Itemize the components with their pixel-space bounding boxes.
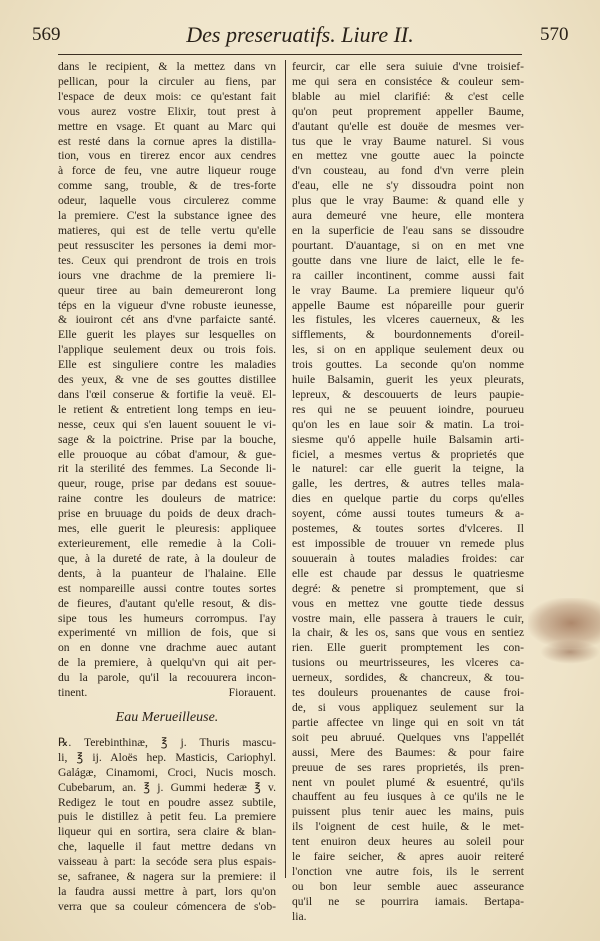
text-line: queur tiree au bain demeureront long [58, 283, 276, 297]
text-line: blable au miel clarifié: & c'est celle [292, 89, 524, 103]
text-line: de fieures, d'autant qu'elle resout, & dis- [58, 596, 276, 610]
paper-stain-small [540, 640, 600, 664]
page-number-left: 569 [32, 24, 61, 45]
text-line: postemes, & toutes sortes d'vlceres. Il [292, 522, 524, 536]
text-line: téps en la vigueur d'vne robuste ieunesse, [58, 298, 276, 312]
text-line: d'eau, elle ne s'y dissoudra point non [292, 179, 524, 193]
text-line: matieres, qui est de telle vertu qu'elle [58, 223, 276, 237]
text-line: experimenté vn million de fois, que si [58, 626, 276, 640]
text-line: la faudra aussi mettre à part, lors qu'on [58, 884, 276, 898]
text-line: res qui ne se peuuent ioindre, pourueu [292, 402, 524, 416]
text-line: le vray Baume. La premiere liqueur qu'ó [292, 283, 524, 297]
text-line: est impossible de trouuer vn remede plus [292, 537, 524, 550]
text-line: aussi, Mere des Baumes: & pour faire [292, 745, 524, 759]
text-line: Redigez le tout en poudre assez subtile, [58, 795, 276, 809]
text-line: en la superficie de l'eau sans se dissoudre [292, 223, 524, 237]
text-line: prise en bruuage du poids de deux drach- [58, 507, 276, 521]
text-line: comme sang, trouble, & de tres-forte [58, 179, 276, 193]
text-line: dents, à la puanteur de l'halaine. Elle [58, 566, 276, 580]
text-line: dans le recipient, & la mettez dans vn [58, 60, 276, 73]
text-line: elle prouoque au cóbat d'amour, & gue- [58, 447, 276, 461]
text-line: ra cailler incontinent, comme aussi fait [292, 268, 524, 282]
text-line: ils l'oignent de cest huile, & le met- [292, 820, 524, 834]
text-line: d'autant qu'elle est douëe de mesmes ver- [292, 119, 524, 133]
text-line: pellican, pour la circuler au fiens, par [58, 74, 276, 88]
text-line: pourtant. D'auantage, si on en met vne [292, 238, 524, 252]
text-line: dies en quelque partie du corps qu'elles [292, 492, 524, 506]
text-line: chauffent au feu iusques à ce qu'ils ne le [292, 790, 524, 804]
text-line: sifflements, & bourdonnements d'oreil- [292, 328, 524, 342]
text-line: à force de feu, vne autre liqueur rouge [58, 164, 276, 178]
text-line: le retient & entretient long temps en ieu- [58, 402, 276, 416]
text-line: est resté dans la cornue apres la distilla- [58, 134, 276, 148]
text-line: vaisseau à part: la secóde sera plus espais- [58, 855, 276, 869]
left-column [58, 60, 276, 915]
text-line: souuerain à toutes maladies froides: car [292, 551, 524, 565]
text-line: Elle guerit les playes sur lesquelles on [58, 328, 276, 342]
text-line: mes, elle guerit le pleuresis: appliquee [58, 522, 276, 536]
text-line: les, si on en applique seulement deux ou [292, 343, 524, 357]
text-line: de la premiere, à quelqu'vn qui ait per- [58, 656, 276, 670]
text-line: li, ℥ ij. Aloës hep. Masticis, Cariophyl. [58, 750, 276, 764]
text-line: de, si vous appliquez seulement sur la [292, 700, 524, 714]
text-line: ou bon leur semble auec asseurance [292, 879, 524, 893]
text-line: tes douleurs prouenantes de cause froi- [292, 686, 524, 700]
text-line: la chair, & les os, sans que vous en sentiez [292, 626, 524, 640]
text-line: les fistules, les vlceres cauerneux, & les [292, 313, 524, 327]
text-line: lia. [292, 909, 307, 923]
text-line: Elle est singuliere contre les maladies [58, 358, 276, 372]
text-line: est nompareille aussi contre toutes sortes [58, 581, 276, 595]
text-line: sage & la poictrine. Prise par la bouche, [58, 432, 276, 446]
text-line: du la parole, qu'il la recouurera incon- [58, 671, 276, 685]
text-line: dans l'œil conserue & fortifie la veuë. El- [58, 387, 276, 401]
text-line: iours vne drachme de la premiere li- [58, 268, 276, 282]
text-line: Galágæ, Cinamomi, Croci, Nucis mosch. [58, 765, 276, 779]
text-line: lepreux, & descouuerts de leurs paupie- [292, 387, 524, 401]
text-line: soit peu abruué. Quelques vns l'appellét [292, 730, 524, 744]
text-line: tent enuiron deux heures au soleil pour [292, 835, 524, 849]
right-column-text [292, 60, 524, 925]
section-heading: Eau Merueilleuse. [115, 709, 219, 725]
text-line: tinent. Fiorauent. [58, 686, 276, 700]
text-line: rit la sterilité des femmes. La Seconde li- [58, 462, 276, 476]
text-line: ficiel, a mesmes vertus & proprietés que [292, 447, 524, 461]
text-line: che, laquelle il faut mettre dedans vn [58, 840, 276, 854]
text-line: puissent plus tenir auec les mains, puis [292, 805, 524, 819]
text-line: trois gouttes. La seconde qu'on nomme [292, 358, 524, 372]
text-line: rien. Elle guerit promptement les con- [292, 641, 524, 655]
text-line: verra que sa couleur cómencera de s'ob- [58, 899, 276, 913]
page-header [0, 22, 600, 52]
text-line: siesme qu'ó appelle huile Balsamin arti- [292, 432, 524, 446]
text-line: d'vn cousteau, au fond d'vn verre plein [292, 164, 524, 178]
text-line: ℞. Terebinthinæ, ℥ j. Thuris mascu- [58, 735, 276, 749]
text-line: la premiere. C'est la substance ignee des [58, 209, 276, 223]
text-line: on en donne vne drachme auec autant [58, 641, 276, 655]
text-line: qu'on les en laue soir & matin. La troi- [292, 417, 524, 431]
text-line: goutte dans vne liure de laict, elle le fe- [292, 253, 524, 267]
header-rule [58, 54, 522, 55]
text-line: vous en mettez vne goutte tiede dessus [292, 596, 524, 610]
running-title: Des preseruatifs. Liure II. [186, 22, 414, 47]
right-column [292, 60, 524, 925]
text-line: qu'il ne se pourrira iamais. Bertapa- [292, 894, 524, 908]
text-line: partie affectee vn linge qui en soit vn tát [292, 715, 524, 729]
text-line: puis le distillez à petit feu. La premiere [58, 810, 276, 824]
text-line: liqueur qui en sortira, sera claire & blan- [58, 825, 276, 839]
text-line: tes. Ceux qui prendront de trois en trois [58, 253, 276, 267]
left-column-recipe-text [58, 736, 276, 915]
text-line: appelle Baume est nópareille pour guerir [292, 298, 524, 312]
text-line: l'espace de deux mois: ce qu'estant fait [58, 89, 276, 103]
text-line: en mettez vne goutte auec la poincte [292, 149, 524, 163]
text-line: nesse, ceux qui s'en lauent souuent le vi- [58, 417, 276, 431]
text-line: tion, vous en tirerez encor aux cendres [58, 149, 276, 163]
text-line: tus que le vray Baume naturel. Si vous [292, 134, 524, 148]
text-line: Cubebarum, an. ℥ j. Gummi hederæ ℥ v. [58, 780, 276, 794]
page-number-right: 570 [540, 24, 569, 45]
text-line: tusions ou meurtrisseures, les vlceres ca- [292, 656, 524, 670]
text-line: galle, les dertres, & autres telles mala- [292, 477, 524, 491]
text-line: que, à la dureté de rate, à la douleur de [58, 551, 276, 565]
text-line: peut ressusciter les persones ia demi mor- [58, 238, 276, 252]
text-line: exterieurement, elle remedie à la Coli- [58, 537, 276, 550]
text-line: queur, rouge, prise par dedans est souue- [58, 477, 276, 491]
text-line: l'onction vne autre fois, ils le serrent [292, 864, 524, 878]
text-line: uerneux, sordides, & chancreux, & tou- [292, 671, 524, 685]
text-line: aura demeuré vne heure, elle montera [292, 209, 524, 223]
text-line: vostre main, elle passera à trauers le cuir, [292, 611, 524, 625]
text-line: l'applique seulement deux ou trois fois. [58, 343, 276, 357]
text-line: vous aurez vostre Elixir, tout prest à [58, 104, 276, 118]
text-line: me qui sera en consistéce & couleur sem- [292, 74, 524, 88]
text-line: sipe tous les humeurs corrompus. I'ay [58, 611, 276, 625]
text-line: & iouiront cét ans d'vne parfaicte santé. [58, 313, 276, 327]
text-line: preuue de ses rares proprietés, ils pren- [292, 760, 524, 774]
text-line: huile Balsamin, guerit les yeux pleurats, [292, 373, 524, 387]
text-line: le faire seicher, & apres auoir reiteré [292, 850, 524, 864]
text-line: raine contre les douleurs de matrice: [58, 492, 276, 506]
text-line: se, safranee, & nagera sur la premiere: il [58, 870, 276, 884]
left-column-text [58, 60, 276, 701]
text-line: plus que le vray Baume: & quand elle y [292, 194, 524, 208]
text-line: feurcir, car elle sera suiuie d'vne troisief- [292, 60, 524, 73]
text-line: soyent, cóme aussi toutes tumeurs & a- [292, 507, 524, 521]
text-line: elle est chaude par dessus le quatriesme [292, 566, 524, 580]
text-line: le naturel: car elle guerit la teigne, la [292, 462, 524, 476]
text-line: nent vn poulet plumé & esuentré, qu'ils [292, 775, 524, 789]
text-line: odeur, laquelle vous circulerez comme [58, 194, 276, 208]
text-line: degré: & penetre si promptement, que si [292, 581, 524, 595]
column-divider [285, 60, 286, 878]
text-line: qu'on peut proprement appeller Baume, [292, 104, 524, 118]
text-line: mettre en vsage. Et quant au Marc qui [58, 119, 276, 133]
text-line: des yeux, & vne de ses gouttes distillee [58, 373, 276, 387]
